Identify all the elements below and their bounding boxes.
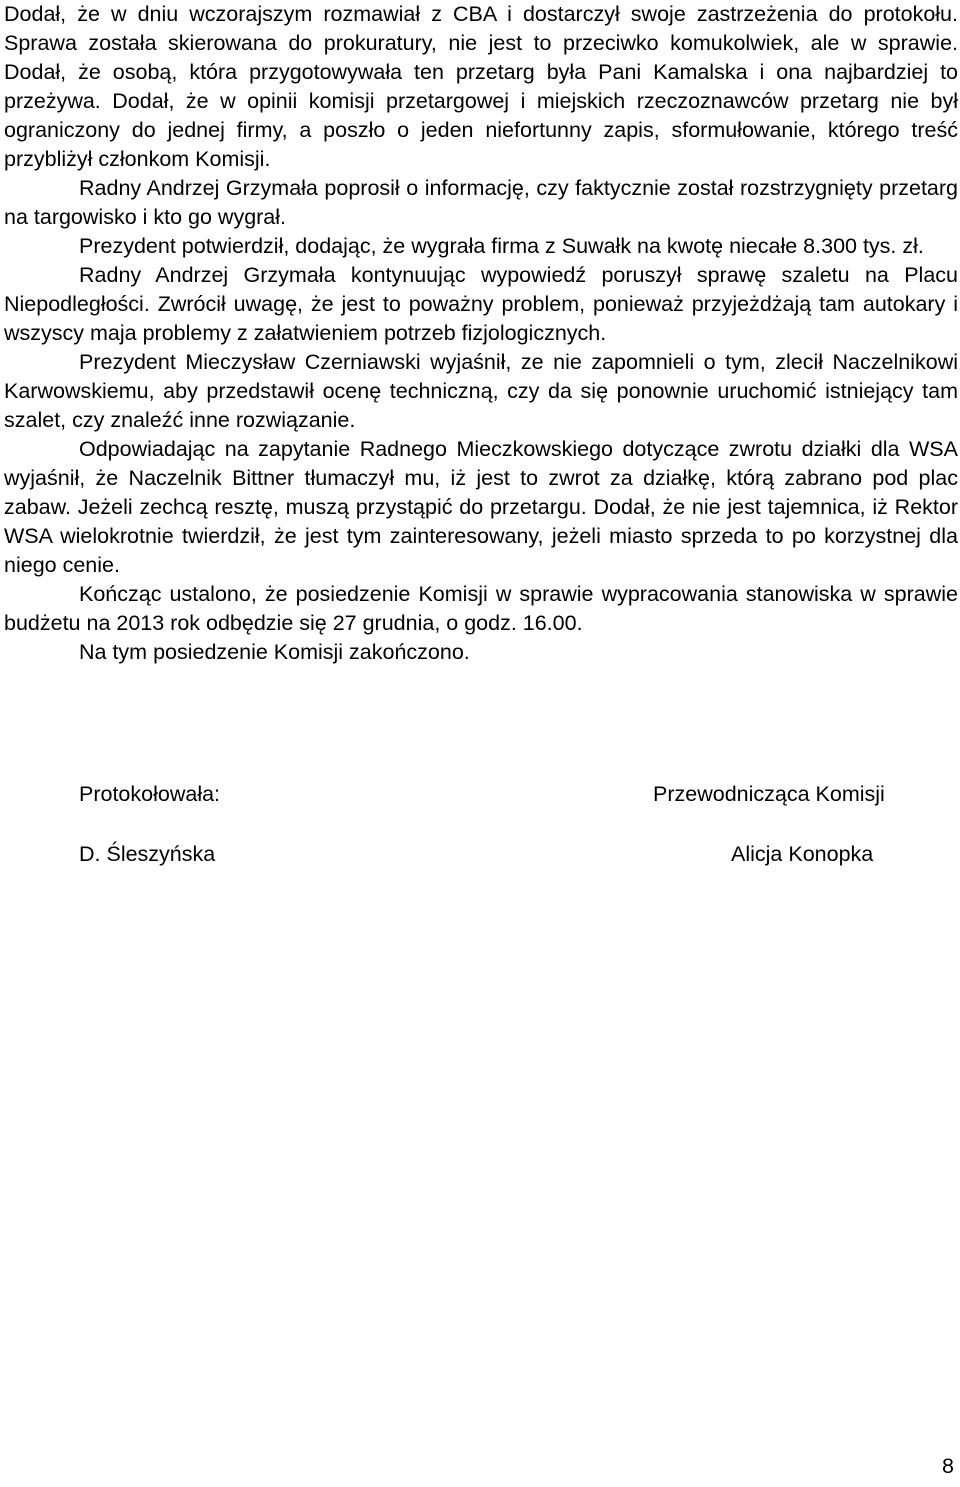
recorder-role: Protokołowała: [79, 782, 221, 806]
paragraph-8: Na tym posiedzenie Komisji zakończono. [79, 640, 470, 664]
paragraph-4: Radny Andrzej Grzymała kontynuując wypowiedź poruszył sprawę szaletu na Placu Niepodległości. Zwrócił uwagę, że jest to poważny problem, ponieważ przyjeżdżają tam autokary i wszyscy maja problemy z załatwieniem potrzeb fizjologicznych. [4, 263, 958, 345]
paragraph-7: Kończąc ustalono, że posiedzenie Komisji w sprawie wypracowania stanowiska w sprawie budżetu na 2013 rok odbędzie się 27 grudnia, o godz. 16.00. [4, 582, 958, 635]
recorder-name: D. Śleszyńska [79, 842, 216, 866]
paragraph-6: Odpowiadając na zapytanie Radnego Mieczkowskiego dotyczące zwrotu działki dla WSA wyjaśnił, że Naczelnik Bittner tłumaczył mu, iż jest to zwrot za działkę, którą zabrano pod plac zabaw. Jeżeli zechcą resztę, muszą przystąpić do przetargu. Dodał, że nie jest tajemnica, iż Rektor WSA wielokrotnie twierdził, że jest tym zainteresowany, jeżeli miasto sprzeda to po korzystnej dla niego cenie. [4, 437, 958, 577]
paragraph-3: Prezydent potwierdził, dodając, że wygrała firma z Suwałk na kwotę niecałe 8.300 tys. zł. [79, 234, 924, 258]
signature-block [4, 780, 958, 866]
chair-role: Przewodnicząca Komisji [653, 782, 885, 806]
chair-name: Alicja Konopka [731, 842, 874, 866]
signature-names [4, 840, 958, 869]
signature-roles [4, 780, 958, 809]
paragraph-5: Prezydent Mieczysław Czerniawski wyjaśnił, ze nie zapomnieli o tym, zlecił Naczelnikowi Karwowskiemu, aby przedstawił ocenę techniczną, czy da się ponownie uruchomić istniejący tam szalet, czy znaleźć inne rozwiązanie. [4, 350, 958, 432]
document-page [4, 0, 958, 1487]
paragraph-2: Radny Andrzej Grzymała poprosił o informację, czy faktycznie został rozstrzygnięty przetarg na targowisko i kto go wygrał. [4, 176, 958, 229]
paragraph-1: Dodał, że w dniu wczorajszym rozmawiał z CBA i dostarczył swoje zastrzeżenia do protokołu. Sprawa została skierowana do prokuratury, nie jest to przeciwko komukolwiek, ale w sprawie. Dodał, że osobą, która przygotowywała ten przetarg była Pani Kamalska i ona najbardziej to przeżywa. Dodał, że w opinii komisji przetargowej i miejskich rzeczoznawców przetarg nie był ograniczony do jednej firmy, a poszło o jeden niefortunny zapis, sformułowanie, którego treść przybliżył członkom Komisji. [4, 2, 958, 171]
page-number: 8 [942, 1454, 954, 1478]
document-body [4, 0, 958, 667]
